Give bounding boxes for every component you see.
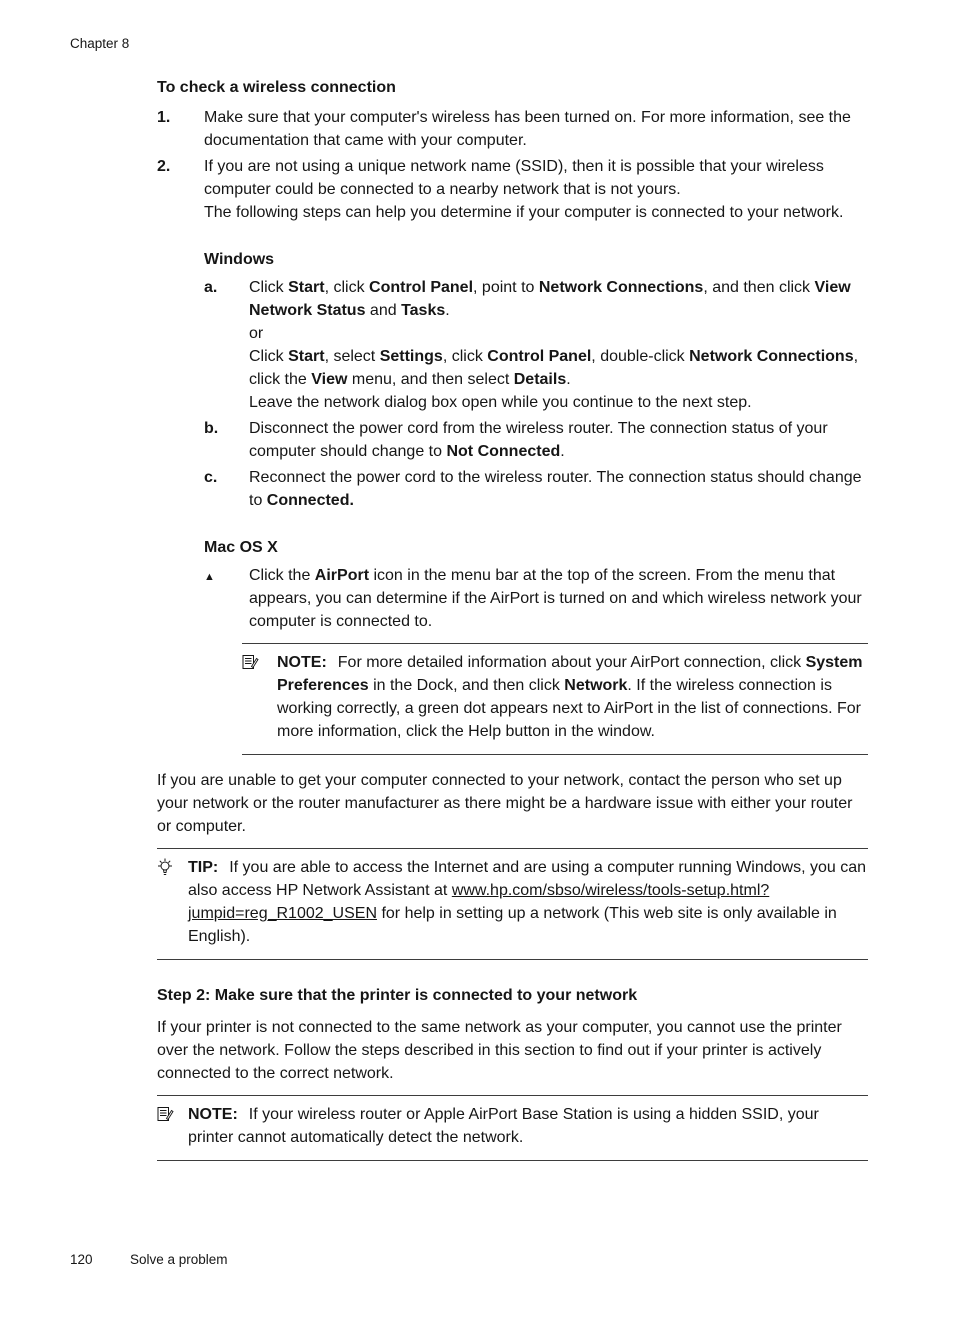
page-footer [70,1252,228,1268]
text-segment: Network [564,677,628,694]
step-body [249,276,868,414]
step2-heading: Step 2: Make sure that the printer is connected to your network [157,987,638,1004]
windows-heading: Windows [204,251,275,268]
text-segment: If your wireless router or Apple AirPort Base Station is using a hidden SSID, your printer cannot automatically detect the network. [188,1106,819,1146]
text-segment: Control Panel [487,348,592,365]
text-segment: Details [513,371,567,388]
text-segment: Connected. [266,492,354,509]
text-segment: For more detailed information about your AirPort connection, click [337,654,806,671]
step-body [249,417,868,463]
text-segment: . [566,371,571,388]
text-segment: Tasks [401,302,446,319]
text-segment: Network Connections [538,279,704,296]
text-segment: Disconnect the power cord from the wireless router. The connection status of your computer should change to [249,420,828,460]
step-body [249,564,868,633]
text-segment: System Preferences [277,654,863,694]
text-segment: for help in setting up a network (This web site is only available in English). [188,905,837,945]
text-segment: Control Panel [369,279,474,296]
paragraph-unable [157,769,868,838]
chapter-label: Chapter 8 [70,36,130,51]
text-segment: , point to [473,279,539,296]
note-icon [157,1103,188,1149]
note-text [277,651,868,743]
text-segment: in the Dock, and then click [368,677,565,694]
text-segment: View Network Status [249,279,851,319]
text-segment: Click [249,348,289,365]
text-segment: If you are not using a unique network name (SSID), then it is possible that your wireless computer could be connected to a nearby network that is not yours. [204,158,824,198]
step-letter: a. [204,279,218,296]
note-body [277,654,862,740]
text-segment: If your printer is not connected to the same network as your computer, you cannot use the printer over the network. Follow the steps described in this section to find out if your printer is actively connected to the correct network. [157,1019,842,1082]
page-number: 120 [70,1252,93,1267]
os-instructions [204,248,868,755]
text-segment: Not Connected [446,443,561,460]
numbered-step-2 [157,155,868,224]
text-segment: Click the [249,567,315,584]
lettered-step-a [204,276,868,414]
text-segment: or [249,325,264,342]
paragraph-step2 [157,1016,868,1085]
text-segment: Make sure that your computer's wireless has been turned on. For more information, see the documentation that came with your computer. [204,109,851,149]
lettered-step-c [204,466,868,512]
paragraph [204,155,868,201]
text-segment: View [311,371,348,388]
text-segment: The following steps can help you determine if your computer is connected to your network. [204,204,844,221]
step-number: 1. [157,109,171,126]
paragraph [249,417,868,463]
text-segment: , and then click [703,279,815,296]
paragraph [249,564,868,633]
text-segment: , double-click [591,348,690,365]
text-segment: Network Connections [689,348,854,365]
text-segment: Settings [379,348,443,365]
text-segment: AirPort [314,567,370,584]
paragraph [249,345,868,391]
text-segment: , click [442,348,488,365]
page-body [157,76,868,1175]
text-segment: If you are able to access the Internet and are using a computer running Windows, you can also access HP Network Assistant at [188,859,867,899]
note-box-ssid [157,1095,868,1161]
footer-title: Solve a problem [130,1252,228,1267]
text-segment: , click [324,279,370,296]
step-letter: c. [204,469,218,486]
text-segment: menu, and then select [347,371,514,388]
paragraph [249,391,868,414]
link[interactable]: www.hp.com/sbso/ [451,882,586,899]
step-body [204,155,868,224]
note-text [188,1103,868,1149]
text-segment: . [560,443,565,460]
text-segment: and [365,302,402,319]
text-segment: , click the [249,348,859,388]
step-letter: b. [204,420,219,437]
paragraph [249,276,868,322]
section-title: To check a wireless connection [157,79,396,96]
note-icon [242,651,277,743]
note-body [188,1106,819,1146]
text-segment: Start [288,348,325,365]
paragraph [249,322,868,345]
note-box-airport [242,643,868,755]
text-segment: If you are unable to get your computer connected to your network, contact the person who set up your network or the router manufacturer as there might be a hardware issue with either your router or computer. [157,772,853,835]
step-number: 2. [157,158,171,175]
lettered-step-b [204,417,868,463]
paragraph [204,106,868,152]
step-body [204,106,868,152]
text-segment: Start [288,279,325,296]
tip-label: TIP: [188,859,219,876]
paragraph [249,466,868,512]
paragraph [204,201,868,224]
triangle-bullet: ▲ [204,571,215,583]
tip-icon [157,856,188,948]
tip-box [157,848,868,960]
text-segment: . [445,302,450,319]
text-segment: Reconnect the power cord to the wireless router. The connection status should change to [249,469,862,509]
tip-text [188,856,868,948]
mac-step [204,564,868,633]
note-label: NOTE: [188,1106,238,1123]
mac-heading: Mac OS X [204,539,278,556]
text-segment: Leave the network dialog box open while you continue to the next step. [249,394,752,411]
numbered-step-1 [157,106,868,152]
text-segment: Click [249,279,289,296]
text-segment: , select [324,348,380,365]
note-label: NOTE: [277,654,327,671]
step-body [249,466,868,512]
tip-body [188,859,866,945]
text-segment: icon in the menu bar at the top of the screen. From the menu that appears, you can determine if the AirPort is turned on and which wireless network your computer is connected to. [249,567,862,630]
text-segment: . If the wireless connection is working correctly, a green dot appears next to AirPort in the list of connections. For more information, click the Help button in the window. [277,677,861,740]
link[interactable]: wireless/tools-setup.html?jumpid=reg_R1002_USEN [188,882,770,922]
